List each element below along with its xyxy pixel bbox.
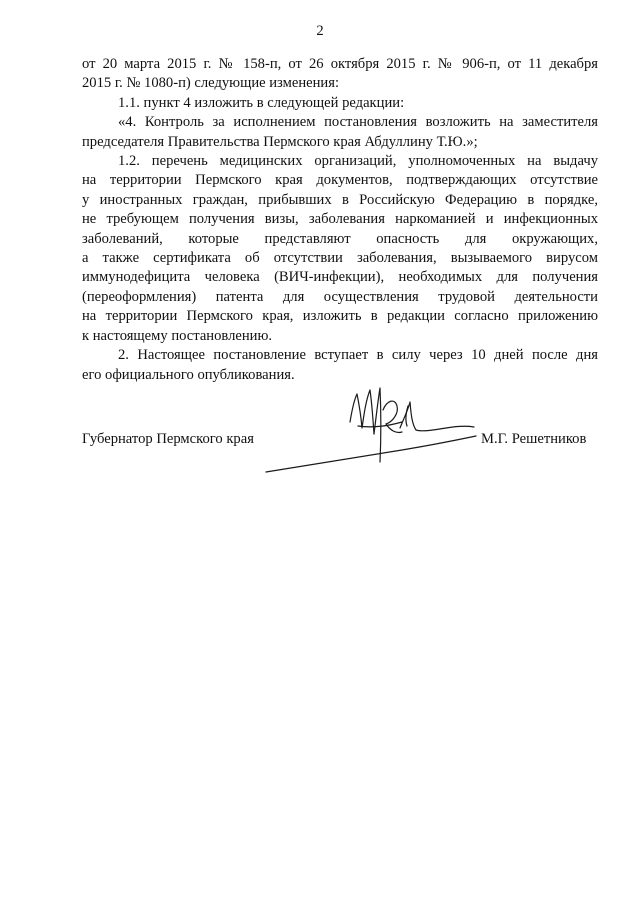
- text-line: 1.2. перечень медицинских организаций, уполномоченных на выдачу: [118, 153, 598, 170]
- handwritten-signature: [262, 370, 482, 480]
- text-line: 2015 г. № 1080-п) следующие изменения:: [82, 75, 340, 92]
- text-line: на территории Пермского края, изложить в редакции согласно приложению: [82, 308, 598, 325]
- text-line: на территории Пермского края документов, подтверждающих отсутствие: [82, 172, 598, 189]
- paragraph-quote-item-4: [82, 113, 598, 152]
- text-line: «4. Контроль за исполнением постановления возложить на заместителя: [118, 114, 598, 131]
- text-line: его официального опубликования.: [82, 366, 295, 383]
- text-line: к настоящему постановлению.: [82, 327, 273, 344]
- signer-name: М.Г. Решетников: [481, 431, 587, 447]
- text-line: от 20 марта 2015 г. № 158-п, от 26 октября 2015 г. № 906-п, от 11 декабря: [82, 56, 598, 72]
- text-line: иммунодефицита человека (ВИЧ-инфекции), необходимых для получения: [82, 269, 598, 286]
- text-line: (переоформления) патента для осуществления трудовой деятельности: [82, 288, 598, 305]
- text-line: а также сертификата об отсутствии заболевания, вызываемого вирусом: [82, 250, 598, 267]
- text-line: 1.1. пункт 4 изложить в следующей редакции:: [118, 94, 405, 111]
- paragraph-item-2: [82, 346, 598, 385]
- text-line: заболеваний, которые представляют опасность для окружающих,: [82, 230, 598, 247]
- paragraph-item-1-1: [82, 94, 598, 113]
- text-line: председателя Правительства Пермского края Абдуллину Т.Ю.»;: [82, 133, 478, 150]
- text-line: не требующем получения визы, заболевания наркоманией и инфекционных: [82, 211, 598, 228]
- text-line: у иностранных граждан, прибывших в Российскую Федерацию в порядке,: [82, 191, 598, 208]
- paragraph-intro: [82, 55, 598, 94]
- document-body: [82, 55, 598, 385]
- text-line: 2. Настоящее постановление вступает в силу через 10 дней после дня: [118, 347, 598, 364]
- paragraph-item-1-2: [82, 152, 598, 346]
- signer-title: Губернатор Пермского края: [82, 431, 254, 447]
- page-number: 2: [316, 23, 324, 39]
